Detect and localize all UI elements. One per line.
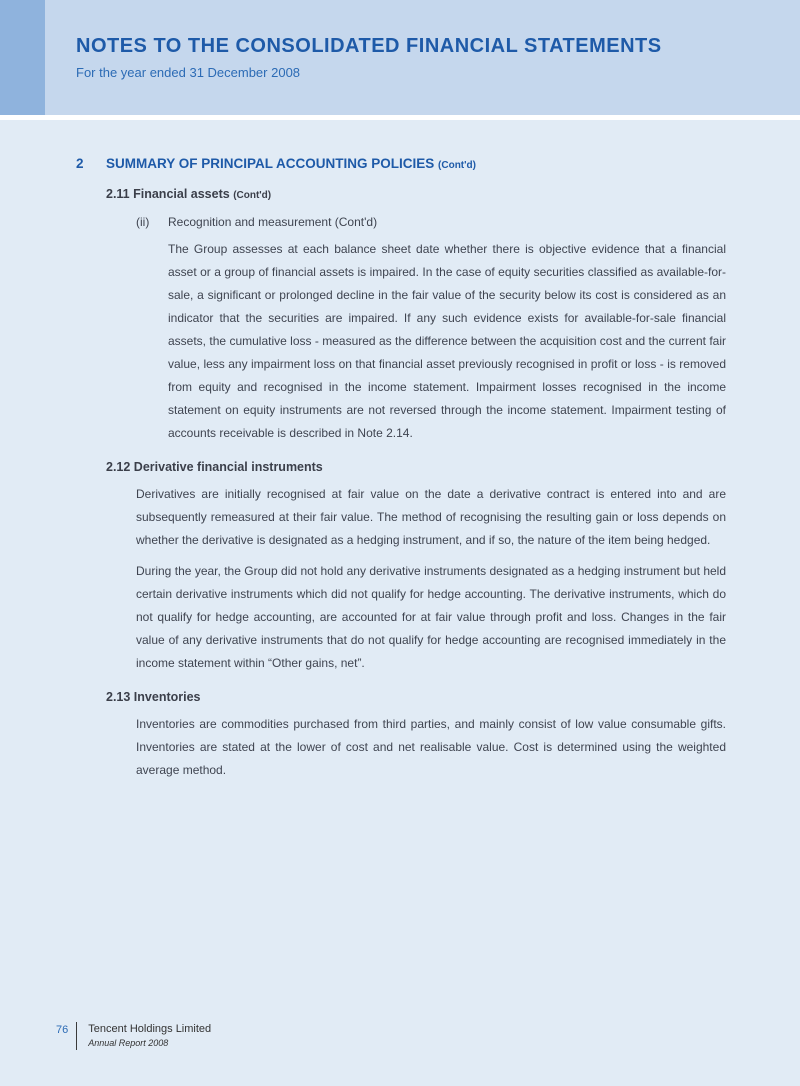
report-name: Annual Report 2008 — [88, 1038, 169, 1048]
page-title: NOTES TO THE CONSOLIDATED FINANCIAL STATEMENTS — [76, 35, 662, 57]
list-item-heading — [136, 211, 726, 234]
page-footer — [56, 1022, 211, 1050]
page-number: 76 — [56, 1024, 69, 1036]
section-heading — [76, 152, 726, 177]
section-number: 2 — [76, 156, 84, 171]
section-title: SUMMARY OF PRINCIPAL ACCOUNTING POLICIES (Cont'd) — [106, 156, 476, 171]
document-body — [76, 152, 726, 782]
section-cont-label: (Cont'd) — [438, 160, 476, 171]
list-item-number: (ii) — [136, 215, 150, 229]
paragraph-inventories: Inventories are commodities purchased from third parties, and mainly consist of low value consumable gifts. Inventories are stated at the lower of cost and net realisable value. Cost is determined using the weighted average method. — [136, 717, 726, 777]
subsection-heading-2-12: 2.12 Derivative financial instruments — [106, 460, 323, 474]
header-divider — [0, 115, 800, 120]
company-name: Tencent Holdings Limited — [88, 1023, 212, 1035]
subsection-heading-2-13: 2.13 Inventories — [106, 690, 201, 704]
header-accent-tab — [0, 0, 45, 115]
footer-divider — [76, 1022, 77, 1050]
paragraph-derivatives-recognition: Derivatives are initially recognised at fair value on the date a derivative contract is entered into and are subsequently remeasured at their fair value. The method of recognising the resulting gain or loss depends on whether the derivative is designated as a hedging instrument, and if so, the nature of the item being hedged. — [136, 487, 726, 547]
paragraph-derivatives-hedging: During the year, the Group did not hold any derivative instruments designated as a hedging instrument but held certain derivative instruments which did not qualify for hedge accounting. The derivative instruments, which do not qualify for hedge accounting, are accounted for at fair value through profit and loss. Changes in the fair value of any derivative instruments that do not qualify for hedge accounting are recognised immediately in the income statement within “Other gains, net”. — [136, 564, 726, 670]
page-header — [0, 0, 800, 115]
list-item-title: Recognition and measurement (Cont'd) — [168, 215, 378, 229]
subsection-cont-label: (Cont'd) — [233, 190, 272, 201]
footer-publication — [88, 1022, 211, 1050]
subsection-heading-2-11: 2.11 Financial assets (Cont'd) — [106, 187, 272, 201]
paragraph-impairment: The Group assesses at each balance sheet date whether there is objective evidence that a financial asset or a group of financial assets is impaired. In the case of equity securities classified as available-for-sale, a significant or prolonged decline in the fair value of the security below its cost is considered as an indicator that the securities are impaired. If any such evidence exists for available-for-sale financial assets, the cumulative loss - measured as the difference between the acquisition cost and the current fair value, less any impairment loss on that financial asset previously recognised in profit or loss - is removed from equity and recognised in the income statement. Impairment losses recognised in the income statement on equity instruments are not reversed through the income statement. Impairment testing of accounts receivable is described in Note 2.14. — [168, 242, 726, 440]
page-subtitle: For the year ended 31 December 2008 — [76, 65, 301, 80]
